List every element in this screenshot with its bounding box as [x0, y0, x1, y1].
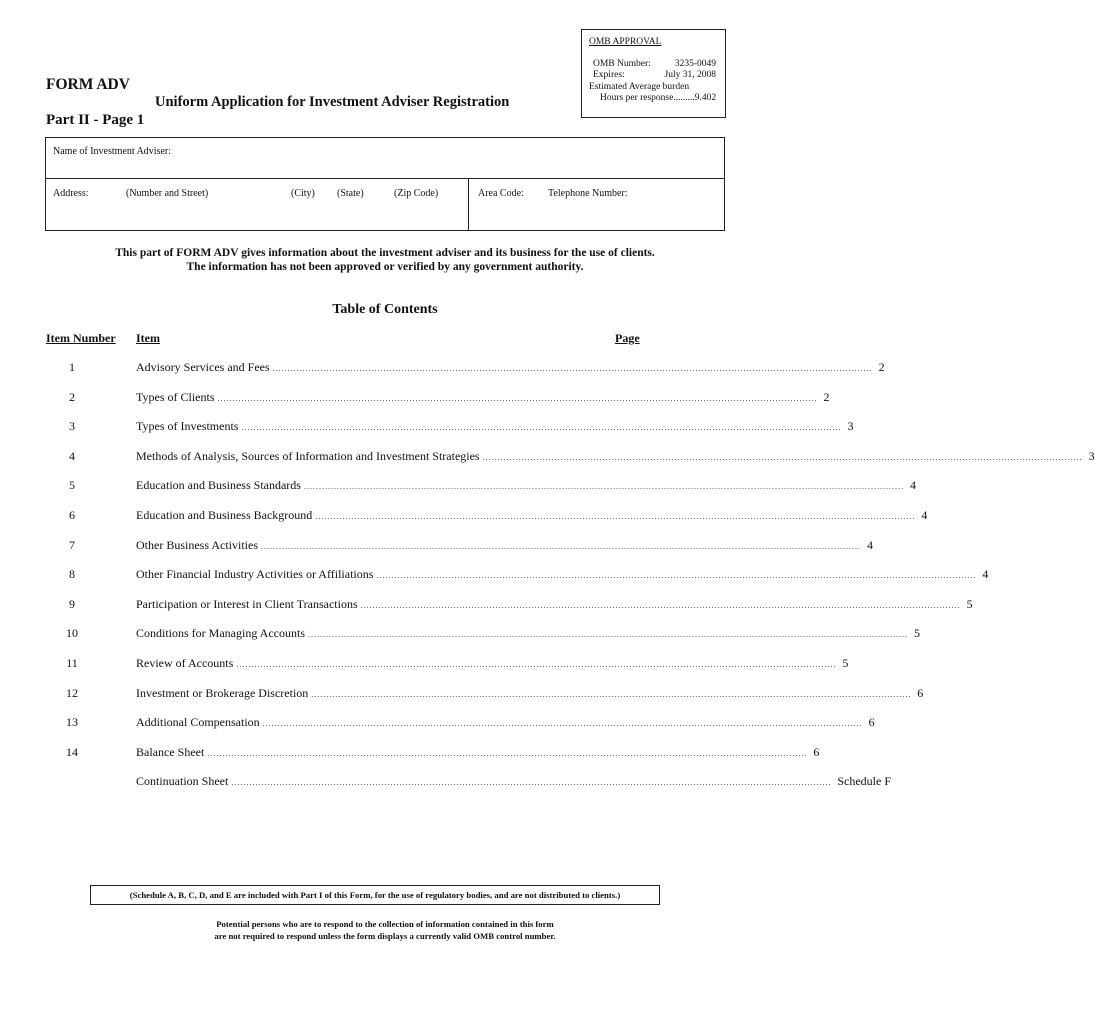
telephone-label: Telephone Number:: [548, 188, 628, 199]
toc-item-line: [136, 508, 928, 523]
toc-leader-dots: ........................................................................................................................................................................................................: [207, 749, 808, 758]
toc-item-line: [136, 774, 891, 789]
omb-approval-title: OMB APPROVAL: [589, 37, 662, 47]
adviser-info-box: [45, 137, 725, 231]
omb-number-value: 3235-0049: [674, 58, 716, 69]
toc-item-number: 13: [66, 715, 78, 729]
toc-item-line: [136, 538, 873, 553]
toc-item-number: 4: [69, 449, 75, 463]
toc-row: [46, 745, 820, 761]
toc-item-title: Investment or Brokerage Discretion: [136, 686, 309, 700]
toc-item-title: Methods of Analysis, Sources of Information and Investment Strategies: [136, 449, 480, 463]
toc-row: [46, 449, 1095, 465]
toc-row: [46, 597, 973, 613]
toc-item-line: [136, 567, 989, 582]
page-title: Uniform Application for Investment Adviser Registration: [155, 94, 510, 110]
omb-number-label: OMB Number:: [593, 58, 651, 69]
toc-row: [46, 774, 891, 790]
address-label: Address:: [53, 188, 89, 199]
toc-leader-dots: ........................................................................................................................................................................................................: [360, 601, 961, 610]
toc-item-number: 5: [69, 478, 75, 492]
toc-page-number: Schedule F: [837, 774, 891, 788]
toc-page-number: 4: [867, 538, 873, 552]
info-divider: [46, 178, 724, 179]
toc-item-number: 3: [69, 419, 75, 433]
toc-page-number: 5: [842, 656, 849, 670]
zip-label: (Zip Code): [394, 188, 439, 199]
toc-leader-dots: ........................................................................................................................................................................................................: [376, 571, 977, 580]
toc-row: [46, 686, 924, 702]
toc-item-title: Additional Compensation: [136, 715, 260, 729]
omb-expires-value: July 31, 2008: [664, 70, 716, 80]
toc-item-line: [136, 390, 830, 405]
toc-item-title: Advisory Services and Fees: [136, 360, 270, 374]
toc-item-number: 12: [66, 686, 78, 700]
toc-header-page: Page: [615, 331, 640, 345]
schedule-note: (Schedule A, B, C, D, and E are included with Part I of this Form, for the use of regulatory bodies, and are not distributed to clients.): [90, 885, 660, 905]
toc-leader-dots: ........................................................................................................................................................................................................: [303, 482, 904, 491]
toc-item-title: Types of Investments: [136, 419, 239, 433]
omb-footer-notice: [0, 918, 770, 942]
toc-leader-dots: ........................................................................................................................................................................................................: [231, 778, 832, 787]
toc-leader-dots: ........................................................................................................................................................................................................: [307, 630, 908, 639]
toc-leader-dots: ........................................................................................................................................................................................................: [217, 394, 818, 403]
toc-row: [46, 626, 920, 642]
toc-item-line: [136, 626, 920, 641]
toc-header-item-number: Item Number: [46, 331, 116, 345]
toc-item-line: [136, 597, 973, 612]
toc-row: [46, 419, 854, 435]
intro-line-2: The information has not been approved or verified by any government authority.: [186, 261, 584, 273]
toc-item-number: 7: [69, 538, 75, 552]
toc-item-number: 14: [66, 745, 78, 759]
toc-page-number: 4: [921, 508, 928, 522]
city-label: (City): [291, 188, 315, 199]
toc-item-title: Other Business Activities: [136, 538, 258, 552]
toc-leader-dots: ........................................................................................................................................................................................................: [262, 719, 863, 728]
toc-item-number: 9: [69, 597, 75, 611]
adviser-name-label: Name of Investment Adviser:: [53, 146, 172, 157]
toc-leader-dots: ........................................................................................................................................................................................................: [261, 542, 861, 551]
intro-text: [0, 246, 770, 274]
toc-leader-dots: ........................................................................................................................................................................................................: [272, 364, 873, 373]
toc-item-number: 11: [66, 656, 78, 670]
toc-header-item: Item: [136, 331, 160, 345]
toc-leader-dots: ........................................................................................................................................................................................................: [315, 512, 916, 521]
omb-number-row: [589, 59, 716, 71]
toc-row: [46, 538, 873, 554]
toc-item-title: Continuation Sheet: [136, 774, 229, 788]
toc-item-line: [136, 419, 854, 434]
part-title: Part II - Page 1: [46, 112, 145, 128]
toc-page-number: 6: [813, 745, 820, 759]
toc-item-title: Participation or Interest in Client Transactions: [136, 597, 358, 611]
toc-page-number: 5: [913, 626, 920, 640]
toc-row: [46, 567, 989, 583]
toc-item-title: Conditions for Managing Accounts: [136, 626, 305, 640]
footer-line-2: are not required to respond unless the form displays a currently valid OMB control number.: [214, 931, 556, 941]
omb-expires-row: [589, 70, 716, 82]
toc-item-line: [136, 449, 1095, 464]
toc-item-number: 8: [69, 567, 75, 581]
toc-row: [46, 715, 875, 731]
street-label: (Number and Street): [126, 188, 209, 199]
omb-burden-line: Estimated Average burden: [589, 81, 690, 92]
toc-item-line: [136, 686, 924, 701]
toc-item-title: Balance Sheet: [136, 745, 205, 759]
footer-line-1: Potential persons who are to respond to the collection of information contained in this form: [216, 919, 554, 929]
toc-row: [46, 478, 916, 494]
omb-hours-line: Hours per response.........9.402: [600, 93, 717, 103]
toc-item-line: [136, 360, 885, 375]
toc-item-number: 6: [69, 508, 75, 522]
toc-title: Table of Contents: [332, 302, 438, 317]
toc-leader-dots: ........................................................................................................................................................................................................: [241, 423, 842, 432]
toc-item-title: Types of Clients: [136, 390, 215, 404]
toc-item-title: Other Financial Industry Activities or Affiliations: [136, 567, 374, 581]
form-title: FORM ADV: [46, 76, 130, 93]
intro-line-1: This part of FORM ADV gives information about the investment adviser and its business for the use of clients.: [115, 247, 655, 259]
omb-approval-box: [581, 29, 726, 118]
toc-item-line: [136, 715, 875, 730]
toc-leader-dots: ........................................................................................................................................................................................................: [482, 453, 1083, 462]
omb-expires-label: Expires:: [593, 70, 625, 80]
area-code-label: Area Code:: [478, 188, 524, 199]
toc-item-number: 2: [69, 390, 75, 404]
toc-row: [46, 508, 928, 524]
toc-page-number: 6: [868, 715, 875, 729]
toc-item-title: Review of Accounts: [136, 656, 234, 670]
toc-item-line: [136, 478, 916, 493]
toc-item-line: [136, 656, 849, 671]
toc-row: [46, 656, 849, 672]
toc-page-number: 4: [982, 567, 989, 581]
toc-page-number: 6: [917, 686, 924, 700]
toc-item-line: [136, 745, 820, 760]
toc-item-title: Education and Business Standards: [136, 478, 301, 492]
toc-page-number: 4: [909, 478, 916, 492]
state-label: (State): [337, 188, 364, 199]
toc-item-title: Education and Business Background: [136, 508, 313, 522]
toc-item-number: 10: [66, 626, 78, 640]
toc-page-number: 2: [878, 360, 885, 374]
toc-page-number: 3: [1088, 449, 1095, 463]
toc-row: [46, 390, 830, 406]
toc-item-number: 1: [69, 360, 75, 374]
toc-page-number: 5: [966, 597, 973, 611]
toc-leader-dots: ........................................................................................................................................................................................................: [311, 690, 912, 699]
toc-page-number: 2: [823, 390, 830, 404]
toc-row: [46, 360, 885, 376]
toc-page-number: 3: [847, 419, 854, 433]
info-vertical-divider: [468, 178, 469, 230]
toc-leader-dots: ........................................................................................................................................................................................................: [236, 660, 837, 669]
